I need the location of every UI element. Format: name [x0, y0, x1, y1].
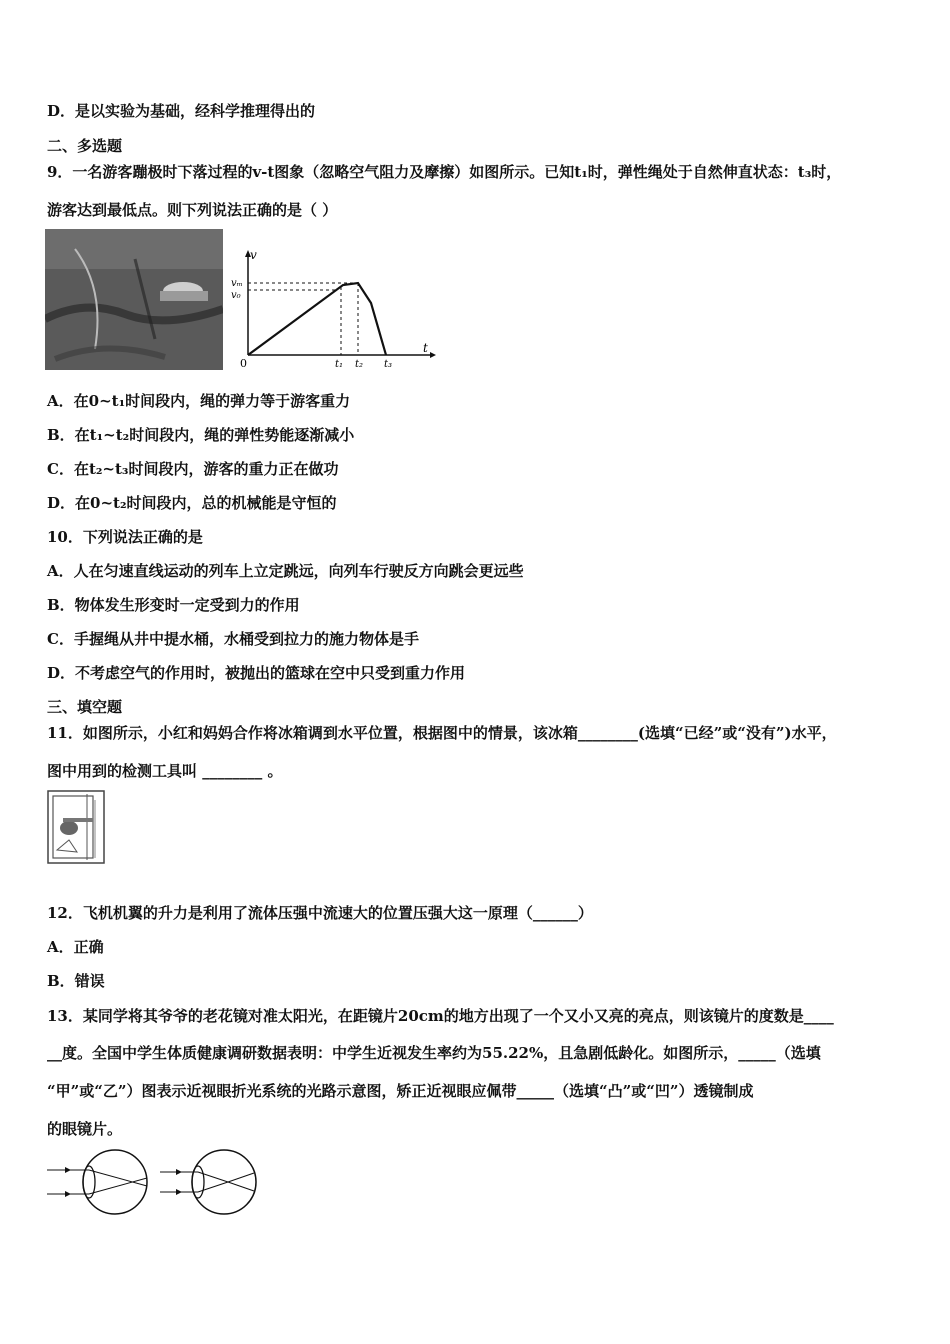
v-axis-label: v	[250, 248, 257, 262]
q13-stem-line4: 的眼镜片。	[47, 1120, 123, 1138]
q12-option-b: B．错误	[47, 972, 105, 990]
eye-diagram-yi	[158, 1146, 260, 1218]
q10-option-b: B．物体发生形变时一定受到力的作用	[47, 596, 300, 614]
q9-option-c: C．在t₂~t₃时间段内，游客的重力正在做功	[47, 460, 339, 478]
t3-label: t₃	[384, 359, 393, 370]
origin-label: 0	[240, 357, 247, 370]
section-multiple-choice: 二、多选题	[47, 137, 123, 155]
q11-stem-line1: 11．如图所示，小红和妈妈合作将冰箱调到水平位置，根据图中的情景，该冰箱________(选填“已经”或“没有”)水平，	[47, 724, 837, 742]
t2-label: t₂	[355, 359, 364, 370]
q10-option-d: D．不考虑空气的作用时，被抛出的篮球在空中只受到重力作用	[47, 664, 466, 682]
q12-option-a: A．正确	[47, 938, 104, 956]
vm-label: vₘ	[231, 278, 243, 289]
q9-option-b: B．在t₁~t₂时间段内，绳的弹性势能逐渐减小	[47, 426, 355, 444]
bungee-photo	[45, 229, 223, 370]
q10-stem: 10．下列说法正确的是	[47, 528, 203, 546]
q13-stem-line2: __度。全国中学生体质健康调研数据表明：中学生近视发生率约为55.22%，且急剧低龄化。如图所示，_____（选填	[47, 1044, 821, 1062]
q9-stem-line1: 9．一名游客蹦极时下落过程的v-t图象（忽略空气阻力及摩擦）如图所示。已知t₁时，弹性绳处于自然伸直状态：t₃时，	[47, 163, 842, 181]
q10-option-a: A．人在匀速直线运动的列车上立定跳远，向列车行驶反方向跳会更远些	[47, 562, 524, 580]
t-axis-label: t	[423, 341, 428, 355]
q11-stem-line2: 图中用到的检测工具叫 ________ 。	[47, 762, 283, 780]
q8-option-d: D．是以实验为基础，经科学推理得出的	[47, 102, 316, 120]
q13-stem-line1: 13．某同学将其爷爷的老花镜对准太阳光，在距镜片20cm的地方出现了一个又小又亮的亮点，则该镜片的度数是____	[47, 1007, 834, 1025]
q9-option-d: D．在0~t₂时间段内，总的机械能是守恒的	[47, 494, 337, 512]
q9-option-a: A．在0~t₁时间段内，绳的弹力等于游客重力	[47, 392, 351, 410]
section-fill-blank: 三、填空题	[47, 698, 123, 716]
q9-stem-line2: 游客达到最低点。则下列说法正确的是（ ）	[47, 201, 338, 219]
t1-label: t₁	[335, 359, 344, 370]
vt-graph	[228, 243, 438, 371]
eye-diagram-jia	[45, 1146, 155, 1218]
q12-stem: 12．飞机机翼的升力是利用了流体压强中流速大的位置压强大这一原理（______）	[47, 904, 593, 922]
fridge-image	[47, 790, 105, 864]
q10-option-c: C．手握绳从井中提水桶，水桶受到拉力的施力物体是手	[47, 630, 419, 648]
v0-label: v₀	[231, 290, 241, 301]
q13-stem-line3: “甲”或“乙”）图表示近视眼折光系统的光路示意图，矫正近视眼应佩带_____（选填“凸”或“凹”）透镜制成	[47, 1082, 754, 1100]
